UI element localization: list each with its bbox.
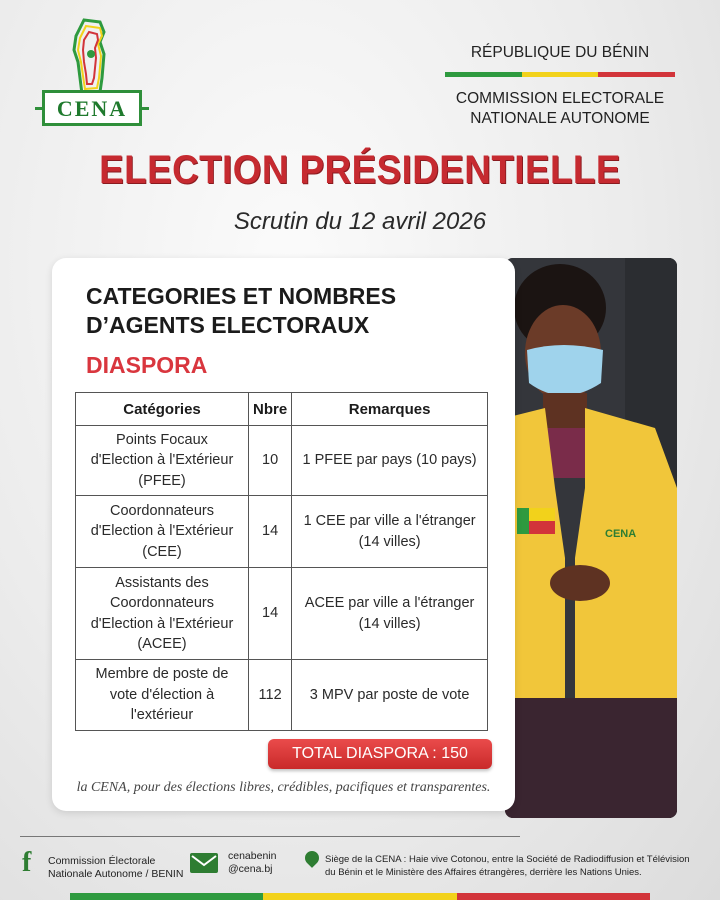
- republic-name: RÉPUBLIQUE DU BÉNIN: [470, 44, 650, 61]
- bottom-flag-bar: [70, 893, 650, 900]
- total-badge: TOTAL DIASPORA : 150: [268, 739, 492, 769]
- cell-remarque: [292, 496, 488, 568]
- mail-icon[interactable]: [190, 853, 218, 873]
- card-heading: [86, 282, 486, 340]
- email-line-2: @cena.bj: [228, 863, 273, 875]
- cell-remarque: [292, 660, 488, 731]
- vest-label: CENA: [605, 528, 637, 540]
- page-title: ELECTION PRÉSIDENTIELLE: [99, 148, 621, 192]
- table-row: [76, 660, 488, 731]
- cell-line: l'extérieur: [130, 707, 194, 724]
- cell-nbre: 10: [249, 426, 292, 496]
- header-remarques: Remarques: [292, 393, 488, 426]
- cell-line: Membre de poste de: [95, 666, 229, 683]
- cell-nbre: 14: [249, 568, 292, 660]
- footer-divider: [20, 836, 520, 837]
- cell-line: d'Election à l'Extérieur: [90, 452, 234, 469]
- facebook-link[interactable]: [48, 855, 183, 881]
- cell-nbre: 112: [249, 660, 292, 731]
- card-heading-line-2: D’AGENTS ELECTORAUX: [86, 312, 370, 338]
- table-header-row: [76, 393, 488, 426]
- email-link[interactable]: [228, 850, 276, 876]
- cell-nbre: 14: [249, 496, 292, 568]
- cell-line: (CEE): [142, 543, 182, 560]
- cell-line: d'Election à l'Extérieur: [90, 615, 234, 632]
- cell-line: 3 MPV par poste de vote: [309, 686, 470, 703]
- header-categories: Catégories: [76, 393, 249, 426]
- cell-line: d'Election à l'Extérieur: [90, 523, 234, 540]
- cell-line: (PFEE): [138, 472, 186, 489]
- facebook-line-1: Commission Électorale: [48, 855, 156, 867]
- logo-text: CENA: [42, 90, 142, 126]
- address: [325, 853, 715, 879]
- facebook-icon[interactable]: f: [22, 847, 32, 878]
- cell-line: vote d'élection à: [109, 686, 215, 703]
- table-row: [76, 426, 488, 496]
- commission-line-1: COMMISSION ELECTORALE: [455, 90, 665, 107]
- cell-remarque: [292, 568, 488, 660]
- address-line-2: du Bénin et le Ministère des Affaires étrangères, derrière les Nations Unies.: [325, 867, 642, 878]
- cell-remarque: [292, 426, 488, 496]
- cell-category: [76, 660, 249, 731]
- cell-category: [76, 568, 249, 660]
- header-nbre: Nbre: [249, 393, 292, 426]
- table-row: [76, 496, 488, 568]
- flag-bar: [445, 72, 675, 77]
- cell-line: Coordonnateurs: [110, 595, 214, 611]
- table-row: [76, 568, 488, 660]
- cena-logo: [40, 18, 144, 130]
- cell-line: (14 villes): [358, 533, 421, 550]
- facebook-line-2: Nationale Autonome / BENIN: [48, 868, 184, 880]
- cell-line: 1 PFEE par pays (10 pays): [302, 452, 477, 469]
- agent-illustration: [505, 258, 677, 818]
- cell-category: [76, 426, 249, 496]
- address-line-1: Siège de la CENA : Haie vive Cotonou, entre la Société de Radiodiffusion et Télévision: [325, 854, 690, 865]
- cell-category: [76, 496, 249, 568]
- email-line-1: cenabenin: [228, 850, 277, 862]
- agents-table: [75, 392, 488, 731]
- commission-name: [445, 89, 675, 129]
- info-card: [52, 258, 515, 811]
- slogan: la CENA, pour des élections libres, crédibles, pacifiques et transparentes.: [76, 780, 491, 795]
- commission-line-2: NATIONALE AUTONOME: [470, 110, 650, 127]
- section-title: DIASPORA: [86, 352, 208, 378]
- cell-line: ACEE par ville a l'étranger: [304, 595, 475, 611]
- agent-photo: [505, 258, 677, 818]
- cell-line: (14 villes): [358, 615, 421, 632]
- page-subtitle: Scrutin du 12 avril 2026: [233, 208, 487, 235]
- cell-line: 1 CEE par ville a l'étranger: [303, 513, 476, 529]
- location-pin-icon: [302, 848, 322, 868]
- cell-line: (ACEE): [137, 636, 187, 652]
- cell-line: Coordonnateurs: [110, 502, 214, 519]
- card-heading-line-1: CATEGORIES ET NOMBRES: [86, 283, 397, 309]
- cell-line: Assistants des: [115, 574, 209, 591]
- cell-line: Points Focaux: [116, 431, 208, 448]
- benin-map-icon: [70, 18, 112, 96]
